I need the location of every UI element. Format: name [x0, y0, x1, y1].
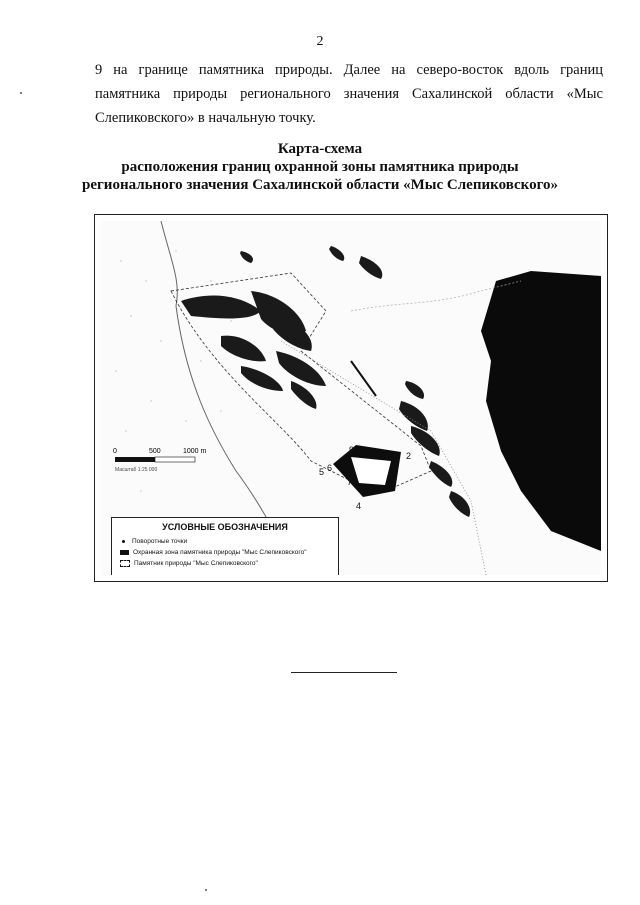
- legend-title: УСЛОВНЫЕ ОБОЗНАЧЕНИЯ: [162, 522, 288, 532]
- point-label: 9: [349, 445, 355, 455]
- point-label: 7: [347, 477, 353, 487]
- point-label: 4: [356, 501, 362, 511]
- map-area: [101, 221, 601, 575]
- map-title: [60, 140, 580, 194]
- page-number: 2: [316, 34, 324, 49]
- scale-end: 1000 m: [183, 448, 207, 455]
- point-label: 6: [327, 463, 333, 473]
- body-paragraph: [95, 58, 603, 130]
- point-label: 2: [406, 451, 412, 461]
- dashed-square-icon: [120, 560, 130, 567]
- legend-item-protection-zone: [120, 549, 307, 556]
- scale-zero: 0: [113, 448, 117, 455]
- footer-divider: [291, 672, 397, 673]
- legend-label: Памятник природы "Мыс Слепиковского": [134, 560, 258, 567]
- map-frame: [94, 214, 608, 582]
- legend-item-monument: [120, 560, 258, 567]
- scale-mid: 500: [149, 448, 161, 455]
- paragraph-text: 9 на границе памятника природы. Далее на северо-восток вдоль границ памятника природы регионального значения Сахалинской области «Мыс Слепиковского» в начальную точку.: [95, 62, 603, 126]
- point-dot-icon: [122, 540, 125, 543]
- map-title-line1: Карта-схема: [277, 141, 363, 157]
- point-label: 8: [369, 468, 375, 478]
- legend-label: Поворотные точки: [132, 538, 188, 545]
- legend-label: Охранная зона памятника природы "Мыс Слепиковского": [133, 549, 307, 556]
- scale-caption: Масштаб 1:25 000: [115, 467, 158, 473]
- point-label: 5: [319, 467, 325, 477]
- map-title-line2: расположения границ охранной зоны памятника природы: [121, 159, 519, 175]
- map-title-line3: регионального значения Сахалинской области «Мыс Слепиковского»: [81, 177, 559, 193]
- legend: [111, 517, 339, 575]
- filled-square-icon: [120, 550, 129, 555]
- scan-speck: [205, 889, 207, 891]
- scan-speck: [20, 92, 22, 94]
- legend-item-turning-points: [120, 538, 187, 545]
